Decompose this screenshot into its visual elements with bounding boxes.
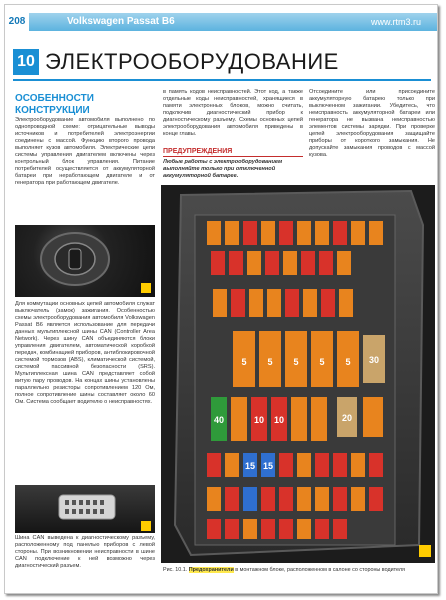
body-text-col2: в память кодов неисправностей. Этот код, а также отдельные коды неисправностей, хранящиеся в памяти электронных блоков, можно считать, подключив диагностический прибор к диагностическому разъему. Схемы основных цепей электрооборудования автомобиля приведены в конце главы. (163, 89, 303, 137)
figure-caption-text: в монтажном блоке, расположенном в салоне со стороны водителя (235, 567, 405, 573)
site-url: www.rtm3.ru (370, 17, 421, 27)
fuse-label-5-e: 5 (345, 357, 351, 367)
figure-number: Рис. 10.1. (163, 567, 188, 573)
fuse-label-5-a: 5 (241, 357, 247, 367)
fuse-label-5-b: 5 (267, 357, 273, 367)
warning-body: Любые работы с электрооборудованием выполняйте только при отключенной аккумуляторной батарее. (163, 159, 283, 179)
fuse-label-10-b: 10 (273, 415, 285, 425)
manual-page (4, 4, 438, 594)
body-text-col1-top: Электрооборудование автомобиля выполнено по однопроводной схеме: отрицательные выводы источников и потребителей электроэнергии соединены с массой. Функцию второго провода выполняет кузов автомобиля. Электрические цепи системы управления двигателем включены через контрольный блок управления. Питание потребителей осуществляется от аккумуляторной батареи при неработающем двигателе и от генератора при работающем двигателе. (15, 117, 155, 186)
body-text-col3: Отсоедините или присоедините аккумуляторную батарею только при выключенном зажигании. Убедитесь, что неисправность аккумуляторной батареи или генератора не вызвана неисправностью элементов системы зарядки. При проверке цепей электрооборудования защищайте приборы от короткого замыкания. Не допускайте замыкания проводов с массой кузова. (309, 89, 435, 158)
page-header-bar (5, 13, 438, 31)
figure-caption-highlight: Предохранители (188, 567, 234, 573)
warning-rule (163, 156, 303, 157)
fuse-label-15-a: 15 (244, 461, 256, 471)
diagnostic-connector-photo (15, 485, 155, 533)
chapter-title: ЭЛЕКТРООБОРУДОВАНИЕ (45, 49, 339, 74)
fuse-label-30: 30 (368, 355, 380, 365)
body-text-col1-middle: Для коммутации основных цепей автомобиля служат выключатель (замок) зажигания. Особенностью схемы электрооборудования автомобиля Volkswagen Passat B6 является использование для передачи данных мультиплексной шины CAN (Controller Area Network). Через шину CAN объединяются блоки управления двигателем, автоматической коробкой передач, комбинацией приборов, антиблокировочной системой тормозов (ABS), климатической системой, системой пассивной безопасности (SRS). Мультиплексная шина CAN представляет собой витую пару проводов. На концах шины установлены параллельно резисторы сопротивлением 120 Ом, полное сопротивление шины составляет около 60 Ом. Система сообщает водителю о неисправностях. (15, 301, 155, 405)
fuse-box-photo (161, 185, 435, 563)
page-number: 208 (5, 13, 29, 31)
ignition-switch-photo (15, 225, 155, 297)
body-text-col1-bottom: Шина CAN выведена к диагностическому разъему, расположенному под панелью приборов с левой стороны. При возникновении неисправности в шине CAN подключение к ней возможно через диагностический разъем. (15, 535, 155, 569)
chapter-rule (13, 79, 431, 81)
fuse-label-5-c: 5 (293, 357, 299, 367)
fuse-label-20: 20 (341, 413, 353, 423)
book-title: Volkswagen Passat B6 (67, 16, 175, 27)
fuse-label-15-b: 15 (262, 461, 274, 471)
figure-caption (163, 567, 435, 574)
fuse-label-10-a: 10 (253, 415, 265, 425)
chapter-number-badge: 10 (13, 49, 39, 75)
fuse-label-5-d: 5 (319, 357, 325, 367)
warning-heading: ПРЕДУПРЕЖДЕНИЯ (163, 148, 233, 155)
section-heading: ОСОБЕННОСТИ КОНСТРУКЦИИ (15, 93, 94, 116)
fuse-label-green: 40 (213, 415, 225, 425)
